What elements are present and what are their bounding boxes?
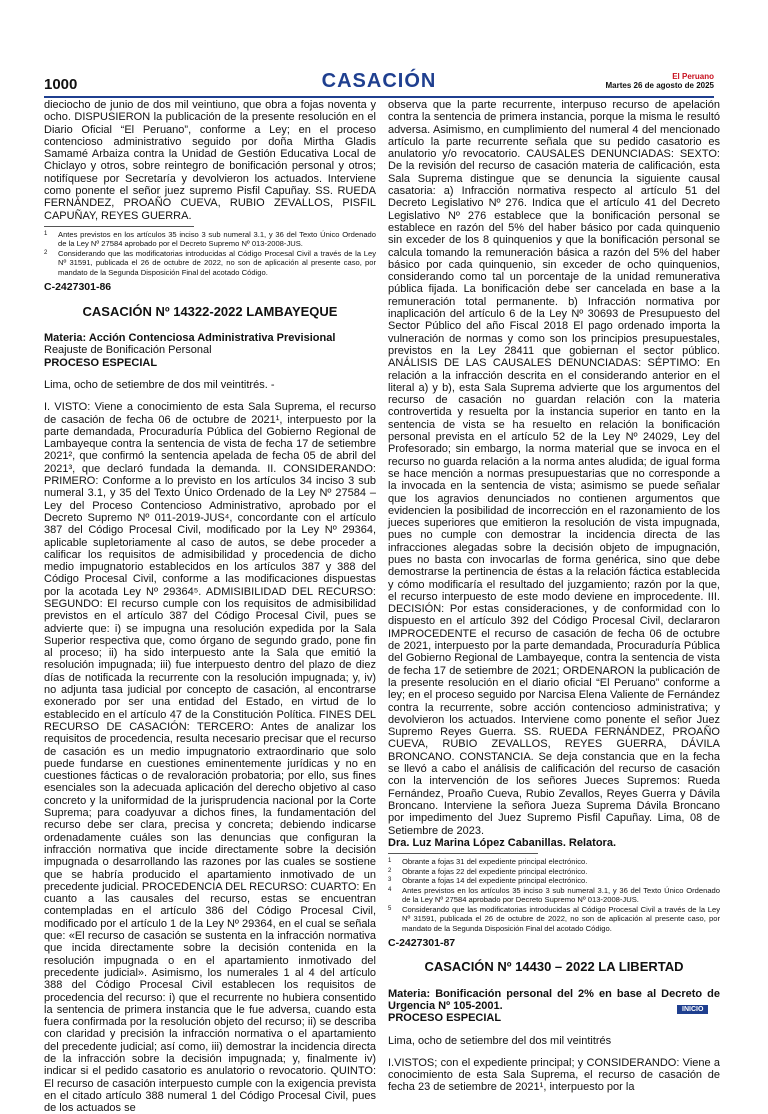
footnote-text: Obrante a fojas 31 del expediente principal electrónico. [402,857,588,867]
footnote-text: Obrante a fojas 14 del expediente principal electrónico. [402,876,588,886]
footnote-text: Antes previstos en los artículos 35 inciso 3 sub numeral 3.1, y 36 del Texto Único Ordenado de la Ley Nº 27584 aprobado por el Decreto Supremo Nº 013-2008-JUS. [58,229,376,249]
footnote [388,886,720,905]
header-rule [44,96,714,98]
case-date: Lima, ocho de setiembre de dos mil veintitrés. - [44,378,275,391]
footnote-text: Considerando que las modificatorias introducidas al Código Procesal Civil a través de la Ley Nº 31591, publicada el 26 de octubre de 2022, no son de aplicación al presente caso, por mandato de la Segunda Disposición Final del acotado Código. [58,248,376,277]
publication-code: C-2427301-86 [44,281,112,294]
footnote-number: 1 [388,858,392,865]
footnotes-left [44,226,376,278]
case-body: I. VISTO: Viene a conocimiento de esta Sala Suprema, el recurso de casación de fecha 06 de octubre de 2021¹, interpuesto por la parte demandada, Procuraduría Pública del Gobierno Regional de Lambayeque contra la sentencia de vista de fecha 17 de setiembre 2021², que confirmó la sentencia apelada de fecha 05 de abril del 2021³, que declaró fundada la demanda. II. CONSIDERANDO: PRIMERO: Conforme a lo previsto en los artículos 34 inciso 3 sub numeral 3.1, y 35 del Texto Único Ordenado de la Ley Nº 27584 – Ley del Proceso Contencioso Administrativo, aprobado por el Decreto Supremo Nº 011-2019-JUS⁴, concordante con el artículo 387 del Código Procesal Civil, modificado por la Ley Nº 29364, aplicable supletoriamente al caso de autos, se debe proceder a calificar los requisitos de admisibilidad y procedencia de dicho medio impugnatorio establecidos en los artículos 387 y 388 del Código Procesal Civil, conforme a las modificaciones dispuestas por la acotada Ley Nº 29364⁵. ADMISIBILIDAD DEL RECURSO: SEGUNDO: El recurso cumple con los requisitos de admisibilidad previstos en el artículo 387 del Código Procesal Civil, pues se advierte que: i) se impugna una resolución expedida por la Sala Superior respectiva que, como órgano de segundo grado, pone fin al proceso; ii) ha sido interpuesto ante la Sala que emitió la resolución impugnada; iii) fue interpuesto dentro del plazo de diez días de notificada la recurrente con la resolución impugnada; y, iv) no adjunta tasa judicial por concepto de casación, al encontrarse exonerado por ser una entidad del Estado, en virtud de lo establecido en el artículo 47 de la Constitución Política. FINES DEL RECURSO DE CASACIÓN: TERCERO: Antes de analizar los requisitos de procedencia, resulta necesario precisar que el recurso de casación es un medio impugnatorio extraordinario que solo puede fundarse en cuestiones eminentemente jurídicas y no en cuestiones fácticas o de revaloración probatoria; por ello, sus fines esenciales son la adecuada aplicación del derecho objetivo al caso concreto y la uniformidad de la jurisprudencia nacional por la Corte Suprema; para coadyuvar a dichos fines, la fundamentación del recurso debe ser clara, precisa y concreta; debiendo indicarse ordenadamente cuáles son las denuncias que configuran la infracción normativa que incide directamente sobre la decisión impugnada o desarrollando las razones por las cuales se sostiene que se habría producido el apartamiento inmotivado de un precedente judicial. PROCEDENCIA DEL RECURSO: CUARTO: En cuanto a las causales del recurso, estas se encuentran contempladas en el artículo 386 del Código Procesal Civil, modificado por el artículo 1 de la Ley Nº 29364, en el cual se señala que: «El recurso de casación se sustenta en la infracción normativa que incida directamente sobre la decisión contenida en la resolución impugnada o en el apartamiento inmotivado del precedente judicial». Asimismo, los numerales 1 al 4 del artículo 388 del Código Procesal Civil establecen los requisitos de procedencia del recurso: i) que el recurrente no hubiera consentido la sentencia de primera instancia que le fue adversa, cuando esta fuera confirmada por la resolución objeto del recurso; ii) se describa con claridad y precisión la infracción normativa o el apartamiento del precedente judicial; así como, iii) demostrar la incidencia directa de la infracción sobre la decisión impugnada; y, finalmente iv) indicar si el pedido casatorio es anulatorio o revocatorio. QUINTO: El recurso de casación interpuesto cumple con la exigencia prevista en el citado artículo 388 numeral 1 del Código Procesal Civil, pues de los actuados se [44,401,376,1114]
publication-code: C-2427301-87 [388,937,456,950]
spacer [388,1025,720,1035]
footnote-number: 3 [388,877,392,884]
case-signature [388,837,720,849]
right-column [388,99,720,1094]
case-body-continued: observa que la parte recurrente, interpuso recurso de apelación contra la sentencia de primera instancia, porque la misma le resultó adversa. Asimismo, en cumplimiento del numeral 4 del mencionado artículo la parte recurrente señala que su pedido casatorio es anulatorio y/o revocatorio. CAUSALES DENUNCIADAS: SEXTO: De la revisión del recurso de casación materia de calificación, esta Sala Suprema distingue que se denuncia la siguiente causal casatoria: a) Infracción normativa respecto al artículo 51 del Decreto Legislativo Nº 276. Indica que el artículo 41 del Decreto Legislativo Nº 276 establece que la bonificación personal se establece en razón del 5% del haber básico por cada quinquenio sin exceder de los 8 quinquenios y que la bonificación personal se calcula tomando la remuneración básica a razón del 5% del haber básico por cada quinquenio, sin exceder de ocho quinquenios, considerando como tal un porcentaje de la unidad remunerativa pública fijada. La bonificación debe ser cancelada en base a la remuneración total permanente. b) Infracción normativa por inaplicación del artículo 6 de la Ley Nº 30693 de Presupuesto del Sector Público del año Fiscal 2018 El pago ordenado importa la vulneración de normas y como son los principios presupuestales, previstos en la Ley 28411 que gobiernan el sector público. ANÁLISIS DE LAS CAUSALES DENUNCIADAS: SÉPTIMO: En relación a la infracción descrita en el considerando anterior en el literal a) y b), esta Sala Suprema advierte que los argumentos del recurso de casación no guardan relación con la materia controvertida y resuelta por la instancia superior en tanto en la sentencia de vista se ha resuelto en relación la bonificación personal prevista en el artículo 52 de la Ley Nº 24029, Ley del Profesorado; sin embargo, la norma material que se invoca en el recurso no guarda relación a la norma antes aludida; de igual forma se hace mención a normas presupuestarias que no corresponde a la invocada en la sentencia de vista; asimismo se puede señalar que los agravios denunciados no contienen argumentos que evidencien la posibilidad de incorrección en el razonamiento de los jueces superiores que emitieron la resolución de vista impugnada, pues no cumple con demostrar la incidencia directa de las infracciones alegadas sobre la decisión objeto de impugnación, pues no basta con invocarlas de forma genérica, sino que debe demostrarse la pertinencia de éstas a la relación fáctica establecida y cómo modificaría el resultado del juzgamiento; razón por la que, el recurso interpuesto de este modo deviene en improcedente. III. DECISIÓN: Por estas consideraciones, y de conformidad con lo dispuesto en el artículo 392 del Código Procesal Civil, declararon IMPROCEDENTE el recurso de casación de fecha 06 de octubre de 2021, interpuesto por la parte demandada, Procuraduría Pública del Gobierno Regional de Lambayeque, contra la sentencia de vista de fecha 17 de setiembre de 2021; ORDENARON la publicación de la presente resolución en el diario oficial “El Peruano” conforme a ley; en el proceso seguido por Narcisa Elena Valiente de Fernández contra la recurrente, sobre acción contencioso administrativa; y devolvieron los actuados. Interviene como ponente el señor Juez Supremo Reyes Guerra. SS. RUEDA FERNÁNDEZ, PROAÑO CUEVA, RUBIO ZEVALLOS, REYES GUERRA, DÁVILA BRONCANO. CONSTANCIA. Se deja constancia que en la fecha se llevó a cabo el análisis de calificación del recurso de casación con la intervención de los señores Jueces Supremos: Rueda Fernández, Proaño Cueva, Rubio Zevallos, Reyes Guerra y Dávila Broncano. Interviene la señora Jueza Suprema Dávila Broncano por impedimento del Juez Supremo Pisfil Capuñay. Lima, 08 de Setiembre de 2023. [388,99,720,837]
brand-name: El Peruano [672,72,714,81]
footnote [44,249,376,278]
case-title: CASACIÓN Nº 14322-2022 LAMBAYEQUE [82,303,338,319]
footnote [388,867,720,877]
footnote-number: 5 [388,905,392,912]
footnote-number: 1 [44,230,48,237]
footnote-text: Antes previstos en los artículos 35 inciso 3 sub numeral 3.1, y 36 del Texto Único Ordenado de la Ley Nº 27584 aprobado por Decreto Supremo Nº 013-2008-JUS. [402,885,720,905]
inicio-link[interactable]: INICIO [677,1005,708,1014]
footnote-text: Obrante a fojas 22 del expediente principal electrónico. [402,866,588,876]
materia-text: Materia: Acción Contenciosa Administrativa Previsional [44,332,336,345]
left-column [44,99,376,1114]
case-materia-detail: Reajuste de Bonificación Personal [44,344,212,357]
case-process [388,1012,720,1024]
spacer [44,369,376,379]
process-text: PROCESO ESPECIAL [44,356,158,369]
case-date: Lima, ocho de setiembre del dos mil veintitrés [388,1034,612,1047]
footnote-number: 4 [388,886,392,893]
previous-case-ending: dieciocho de junio de dos mil veintiuno, que obra a fojas noventa y ocho. DISPUSIERON la publicación de la presente resolución en el Diario Oficial “El Peruano”, conforme a Ley; en el proceso contencioso administrativo seguido por doña Mirtha Gladis Samamé Arbaiza contra la Unidad de Gestión Educativa Local de Chiclayo y otros, sobre reintegro de bonificación personal y otros; notifíquese por Secretaría y devolvieron los actuados. Interviene como ponente el señor juez supremo Pisfil Capuñay. SS. RUEDA FERNÁNDEZ, PROAÑO CUEVA, RUBIO ZEVALLOS, PISFIL CAPUÑAY, REYES GUERRA. [44,99,376,222]
footnote-number: 2 [388,867,392,874]
materia-text: Materia: Bonificación personal del 2% en base al Decreto de Urgencia Nº 105-2001. [388,987,720,1012]
footnote-number: 2 [44,249,48,256]
footnote-text: Considerando que las modificatorias introducidas al Código Procesal Civil a través de la Ley Nº 31591, publicada el 26 de octubre de 2022, no son de aplicación al presente caso, por mandato de la Segunda Disposición Final del acotado Código. [402,904,720,933]
section-title: CASACIÓN [321,70,437,92]
case-materia [388,988,720,1013]
page-number: 1000 [44,76,78,93]
spacer [44,391,376,401]
footnotes-right [388,853,720,933]
footnote [388,876,720,886]
footnote-rule [44,226,194,227]
footnote [388,905,720,934]
footnote-rule [388,853,538,854]
issue-date: Martes 26 de agosto de 2025 [605,81,714,90]
case-title: CASACIÓN Nº 14430 – 2022 LA LIBERTAD [424,959,684,975]
process-text: PROCESO ESPECIAL [388,1012,502,1025]
masthead [606,72,715,90]
spacer [388,1047,720,1057]
case-body: I.VISTOS; con el expediente principal; y CONSIDERANDO: Viene a conocimiento de esta Sala Suprema, el recurso de casación de fecha 23 de setiembre de 2021¹, interpuesto por la [388,1056,720,1094]
footnote [44,230,376,249]
footnote [388,857,720,867]
case-materia [44,332,376,344]
case-process [44,357,376,369]
signature-text: Dra. Luz Marina López Cabanillas. Relatora. [388,836,616,849]
